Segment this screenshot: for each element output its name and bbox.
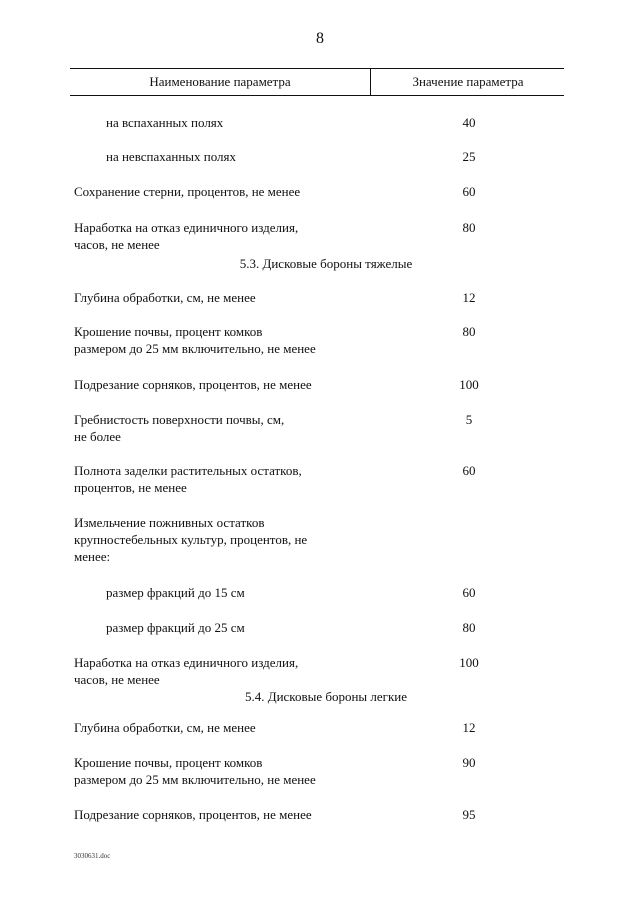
parameter-value: 95 <box>462 807 476 822</box>
section-heading: 5.4. Дисковые бороны легкие <box>244 689 408 704</box>
parameter-name: Измельчение пожнивных остатков крупностебельных культур, процентов, не менее: <box>74 515 308 564</box>
parameter-name: Крошение почвы, процент комков размером до 25 мм включительно, не менее <box>74 324 316 356</box>
parameter-value: 80 <box>462 620 476 635</box>
column-header-parameter-name: Наименование параметра <box>149 74 291 89</box>
parameter-name: Глубина обработки, см, не менее <box>74 720 256 735</box>
document-filename: 3030631.doc <box>74 852 111 860</box>
page-number: 8 <box>316 30 324 47</box>
parameter-name: Гребнистость поверхности почвы, см, не более <box>74 412 285 444</box>
parameter-value: 60 <box>462 463 476 478</box>
parameter-value: 100 <box>459 377 479 392</box>
parameter-value: 12 <box>462 290 476 305</box>
section-heading: 5.3. Дисковые бороны тяжелые <box>239 256 413 271</box>
parameter-value: 100 <box>459 655 479 670</box>
parameter-value: 90 <box>462 755 476 770</box>
parameter-name: размер фракций до 15 см <box>106 585 245 600</box>
parameter-name: Подрезание сорняков, процентов, не менее <box>74 807 312 822</box>
parameter-value: 80 <box>462 220 476 235</box>
parameter-name: размер фракций до 25 см <box>106 620 245 635</box>
parameter-value: 25 <box>462 149 476 164</box>
parameter-value: 60 <box>462 184 476 199</box>
parameter-value: 80 <box>462 324 476 339</box>
table-header <box>70 68 564 96</box>
parameter-name: на невспаханных полях <box>106 149 237 164</box>
parameter-name: Наработка на отказ единичного изделия, часов, не менее <box>74 220 299 252</box>
parameter-name: Сохранение стерни, процентов, не менее <box>74 184 301 199</box>
parameter-value: 40 <box>462 115 476 130</box>
parameter-name: Крошение почвы, процент комков размером до 25 мм включительно, не менее <box>74 755 316 787</box>
column-header-parameter-value: Значение параметра <box>370 69 565 95</box>
parameter-value: 60 <box>462 585 476 600</box>
parameter-name: на вспаханных полях <box>106 115 224 130</box>
parameter-name: Глубина обработки, см, не менее <box>74 290 256 305</box>
parameter-name: Полнота заделки растительных остатков, процентов, не менее <box>74 463 302 495</box>
parameter-name: Наработка на отказ единичного изделия, часов, не менее <box>74 655 299 687</box>
parameter-value: 12 <box>462 720 476 735</box>
parameter-name: Подрезание сорняков, процентов, не менее <box>74 377 312 392</box>
parameter-value: 5 <box>465 412 473 427</box>
